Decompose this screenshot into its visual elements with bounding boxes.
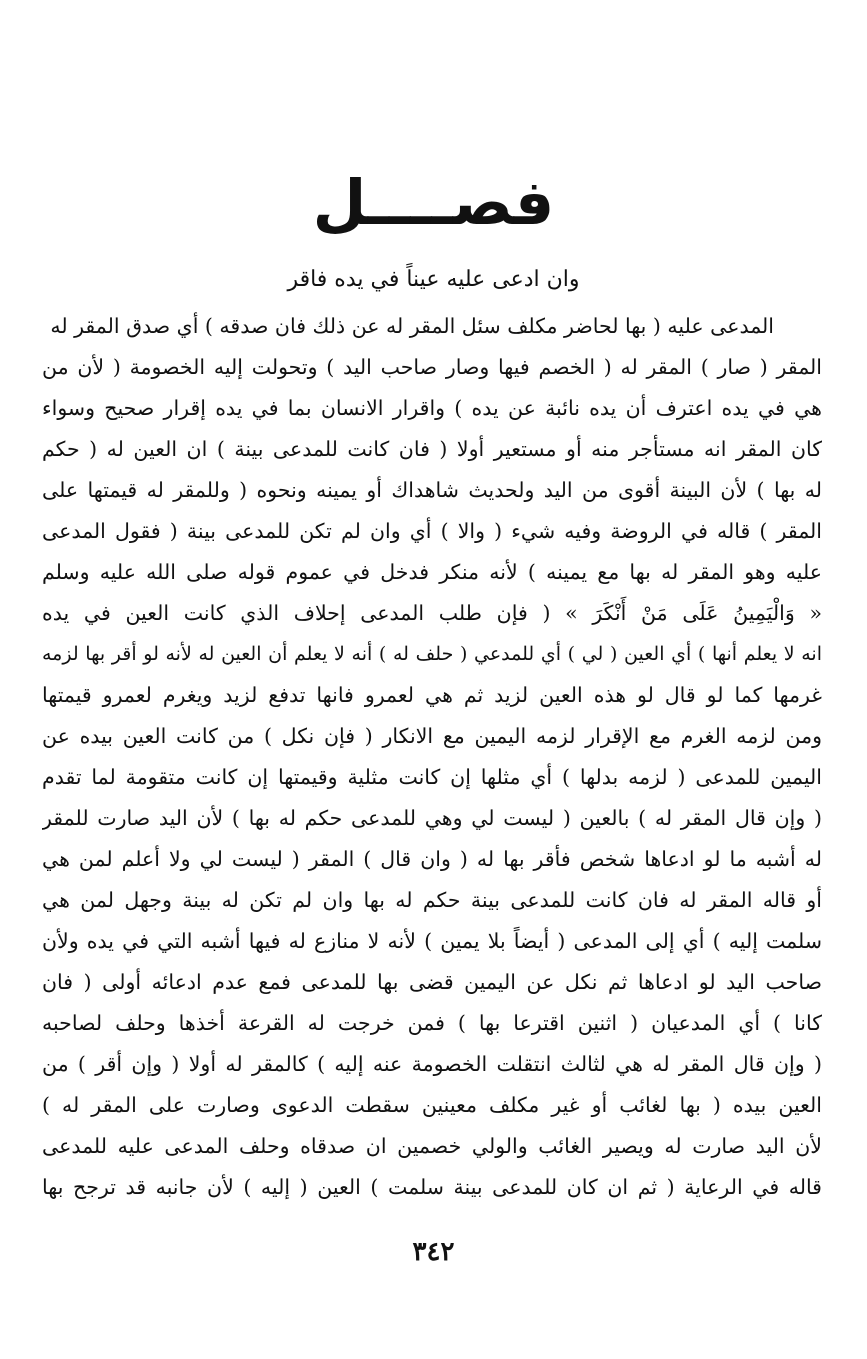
text-line: كان المقر انه مستأجر منه أو مستعير أولا ( فان كانت للمدعى بينة ) ان العين له ( حكم <box>42 437 822 461</box>
text-line: ( وإن قال المقر له هي لثالث انتقلت الخصومة عنه إليه ) كالمقر له أولا ( وإن أقر ) من <box>42 1052 822 1076</box>
text-line: اليمين للمدعى ( لزمه بدلها ) أي مثلها إن كانت مثلية وقيمتها إن كانت متقومة لما تقدم <box>42 765 822 789</box>
text-line: العين بيده ( بها لغائب أو غير مكلف معينين سقطت الدعوى وصارت على المقر له ) <box>42 1093 822 1117</box>
text-line: كانا ) أي المدعيان ( اثنين اقترعا بها ) فمن خرجت له القرعة أخذها وحلف لصاحبه <box>42 1011 822 1035</box>
text-line: عليه وهو المقر له بها مع يمينه ) لأنه منكر فدخل في عموم قوله صلى الله عليه وسلم <box>42 560 822 584</box>
text-line: انه لا يعلم أنها ) أي العين ( لي ) أي للمدعي ( حلف له ) أنه لا يعلم أن العين له لأنه لو أقر بها لزمه <box>42 643 822 665</box>
section-subheading: وان ادعى عليه عيناً في يده فاقر <box>287 267 580 292</box>
text-line: غرمها كما لو قال لو هذه العين لزيد ثم هي لعمرو فانها تدفع لزيد ويغرم لعمرو قيمتها <box>42 683 822 707</box>
text-line: لأن اليد صارت له ويصير الغائب والولي خصمين ان صدقاه وحلف المدعى عليه للمدعى <box>42 1134 822 1158</box>
text-line: قاله في الرعاية ( ثم ان كان للمدعى بينة سلمت ) العين ( إليه ) لأن جانبه قد ترجح بها <box>42 1175 822 1199</box>
body-text <box>42 306 822 1226</box>
text-line: سلمت إليه ) أي إلى المدعى ( أيضاً بلا يمين ) لأنه لا منازع له فيها أشبه التي في يده ولأن <box>42 929 822 953</box>
text-line: المقر ( صار ) المقر له ( الخصم فيها وصار صاحب اليد ) وتحولت إليه الخصومة ( لأن من <box>42 355 822 379</box>
text-line: « وَالْيَمِينُ عَلَى مَنْ أَنْكَرَ » ( فإن طلب المدعى إحلاف الذي كانت العين في يده <box>42 601 822 625</box>
text-line: أو قاله المقر له فان كانت للمدعى بينة حكم له بها وان لم تكن له بينة وجهل لمن هي <box>42 888 822 912</box>
text-line: صاحب اليد لو ادعاها ثم نكل عن اليمين قضى بها للمدعى فمع عدم ادعائه أولى ( فان <box>42 970 822 994</box>
text-line: المدعى عليه ( بها لحاضر مكلف سئل المقر له عن ذلك فان صدقه ) أي صدق المقر له <box>50 314 774 338</box>
text-line: ( وإن قال المقر له ) بالعين ( ليست لي وهي للمدعى حكم له بها ) لأن اليد صارت للمقر <box>42 806 822 830</box>
section-heading: فصــــل <box>312 166 555 239</box>
text-line: ومن لزمه الغرم مع الإقرار لزمه اليمين مع الانكار ( فإن نكل ) من كانت العين بيده عن <box>42 724 822 748</box>
text-line: المقر ) قاله في الروضة وفيه شيء ( والا ) أي وان لم تكن للمدعى بينة ( فقول المدعى <box>42 519 822 543</box>
text-line: هي في يده اعترف أن يده نائبة عن يده ) واقرار الانسان بما في يده إقرار صحيح وسواء <box>42 396 822 420</box>
text-line: له أشبه ما لو ادعاها شخص فأقر بها له ( وان قال ) المقر ( ليست لي ولا أعلم لمن هي <box>42 847 822 871</box>
text-line: له بها ) لأن البينة أقوى من اليد ولحديث شاهداك أو يمينه ونحوه ( وللمقر له قيمتها على <box>42 478 822 502</box>
page-number: ٣٤٢ <box>412 1237 455 1267</box>
